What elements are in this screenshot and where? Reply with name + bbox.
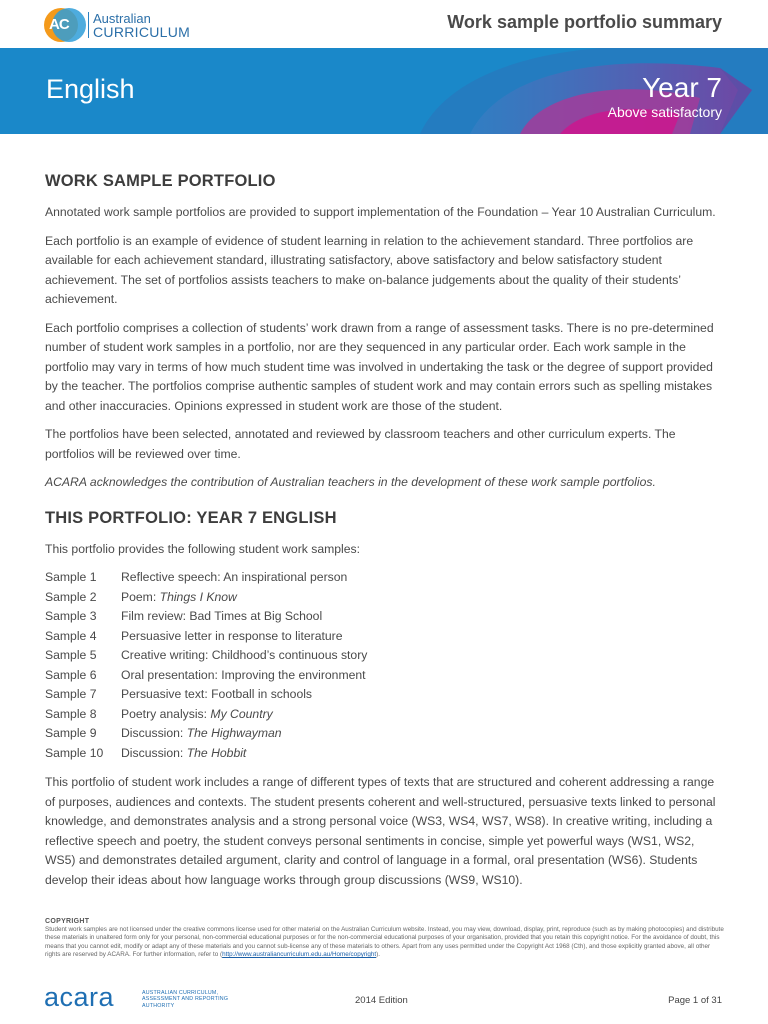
copyright-body [45, 926, 725, 960]
portfolio-summary: This portfolio of student work includes a range of different types of texts that are structured and coherent addressing a range of purposes, audiences and contexts. The student presents coherent and well-structured, persuasive texts linked to personal knowledge, and demonstrates analysis and a strong personal voice (WS3, WS4, WS7, WS8). In creative writing, including a reflective speech and poetry, the student conveys personal sentiments in concise, simple yet powerful ways (WS1, WS2, WS5) and demonstrates detailed argument, clarity and control of language in a formal, oral presentation (WS6). Students develop their ideas about how language works through group discussions (WS9, WS10). [45, 775, 716, 887]
list-item [45, 568, 725, 588]
sample-number: Sample 10 [45, 745, 104, 760]
sample-title: My Country [210, 706, 273, 721]
list-item [45, 666, 725, 686]
copyright-notice [45, 918, 725, 960]
document-title: Work sample portfolio summary [447, 12, 722, 32]
list-item [45, 685, 725, 705]
sample-description [121, 724, 282, 744]
sample-description [121, 666, 366, 686]
logo-separator [88, 12, 89, 38]
sample-description [121, 744, 246, 764]
sample-title: The Hobbit [186, 745, 247, 760]
copyright-text: Student work samples are not licensed under the creative commons license used for other material on the Australian Curriculum website. Instead, you may view, download, display, print, reproduce (such as by making photocopies) and distribute these materials in unaltered form only for your personal, non-commercial educational purposes or for the non-commercial educational purposes of your organisation, provided that you retain this copyright notice. For the avoidance of doubt, this means that you cannot edit, modify or adapt any of these materials and you cannot sub-license any of these materials to others. Apart from any uses permitted under the Copyright Act 1968 (Cth), and those explicitly granted above, all other rights are reserved by ACARA. For further information, refer to ( [45, 926, 724, 959]
paragraph-review: The portfolios have been selected, annotated and reviewed by classroom teachers and other curriculum experts. The portfolios will be reviewed over time. [45, 427, 676, 461]
section-heading-work-sample-portfolio: WORK SAMPLE PORTFOLIO [45, 172, 276, 190]
edition-label: 2014 Edition [355, 995, 408, 1006]
page-number: Page 1 of 31 [668, 995, 722, 1006]
sample-description [121, 607, 322, 627]
list-item [45, 724, 725, 744]
sample-type: Persuasive letter in response to literature [121, 628, 343, 643]
acara-logo [44, 982, 234, 1014]
copyright-heading: COPYRIGHT [45, 918, 90, 925]
list-item [45, 607, 725, 627]
list-item [45, 588, 725, 608]
sample-number: Sample 6 [45, 667, 97, 682]
australian-curriculum-logo [44, 8, 192, 42]
main-content [45, 172, 725, 899]
logo-letters: AC [49, 16, 69, 33]
sample-number: Sample 3 [45, 609, 97, 623]
page-footer [0, 982, 768, 1018]
sample-type: Creative writing: Childhood’s continuous story [121, 648, 368, 662]
subject-title: English [46, 74, 135, 104]
paragraph-intro: Annotated work sample portfolios are provided to support implementation of the Foundation – Year 10 Australian Curriculum. [45, 205, 716, 219]
sample-description [121, 646, 367, 666]
sample-description [121, 705, 273, 725]
list-item [45, 705, 725, 725]
list-item [45, 744, 725, 764]
paragraph-collection: Each portfolio comprises a collection of students’ work drawn from a range of assessment tasks. There is no pre-determined number of student work samples in a portfolio, nor are they sequenced in any particular order. Each work sample in the portfolio may vary in terms of how much student time was involved in undertaking the task or the degree of support provided by the teacher. The portfolios comprise authentic samples of student work and may contain errors such as spelling mistakes and other inaccuracies. Opinions expressed in student work are those of the student. [45, 320, 714, 413]
sample-number: Sample 4 [45, 628, 97, 643]
acknowledgement-text: ACARA acknowledges the contribution of Australian teachers in the development of these work sample portfolios. [45, 475, 656, 489]
samples-intro: This portfolio provides the following student work samples: [45, 541, 360, 556]
sample-number: Sample 8 [45, 706, 97, 721]
sample-type: Discussion: [121, 726, 187, 740]
subject-banner [0, 48, 768, 134]
sample-type: Poetry analysis: [121, 706, 211, 721]
sample-description [121, 627, 343, 647]
logo-line-2: CURRICULUM [93, 24, 191, 40]
achievement-level: Above satisfactory [607, 104, 722, 120]
sample-number: Sample 5 [45, 648, 97, 662]
sample-type: Oral presentation: Improving the environment [121, 667, 366, 682]
copyright-text-end: ). [376, 951, 380, 959]
page-header [0, 0, 768, 48]
sample-title: The Highwayman [186, 726, 282, 740]
sample-type: Film review: Bad Times at Big School [121, 609, 323, 623]
sample-type: Reflective speech: An inspirational person [121, 570, 348, 584]
year-level: Year 7 [642, 72, 722, 103]
section-heading-this-portfolio: THIS PORTFOLIO: YEAR 7 ENGLISH [45, 508, 337, 527]
logo-line-1: Australian [93, 11, 151, 26]
sample-number: Sample 9 [45, 726, 97, 740]
copyright-link[interactable]: http://www.australiancurriculum.edu.au/Home/copyright [222, 951, 377, 959]
sample-type: Persuasive text: Football in schools [121, 687, 313, 701]
list-item [45, 646, 725, 666]
sample-type: Discussion: [121, 745, 187, 760]
sample-number: Sample 1 [45, 570, 97, 584]
sample-description [121, 588, 237, 608]
list-item [45, 627, 725, 647]
paragraph-evidence: Each portfolio is an example of evidence of student learning in relation to the achievement standard. Three portfolios are available for each achievement standard, illustrating satisfactory, above satisfactory and below satisfactory student achievement. The set of portfolios assists teachers to make on-balance judgements about the quality of their students’ achievement. [45, 233, 694, 306]
sample-title: Things I Know [159, 589, 237, 604]
sample-number: Sample 7 [45, 687, 97, 701]
sample-list [45, 568, 725, 763]
acara-wordmark: acara [44, 982, 115, 1012]
sample-type: Poem: [121, 589, 160, 604]
sample-description [121, 685, 312, 705]
sample-description [121, 568, 347, 588]
sample-number: Sample 2 [45, 589, 97, 604]
acara-subtitle: AUSTRALIAN CURRICULUM, ASSESSMENT AND REPORTING AUTHORITY [142, 990, 229, 1009]
